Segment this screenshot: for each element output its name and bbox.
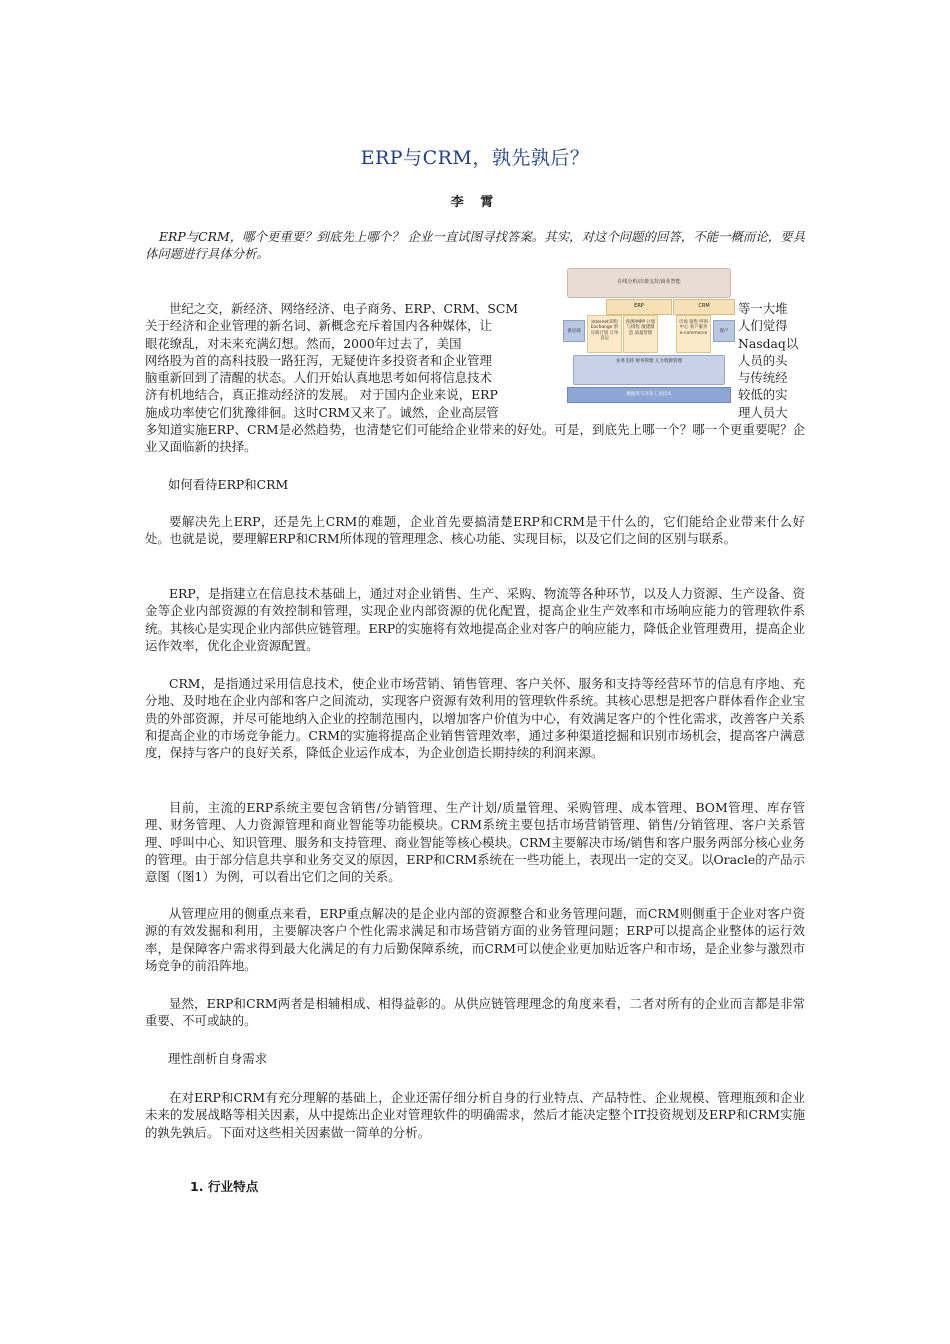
abstract-paragraph: ERP与CRM，哪个更重要？到底先上哪个？ 企业一直试图寻找答案。其实，对这个问题的回答，不能一概而论，要具体问题进行具体分析。 — [145, 229, 805, 262]
diagram-bi-label: 在线分析/决策支持/商业智能 — [617, 279, 681, 285]
diagram-supplier-label: 供应商 — [567, 329, 581, 334]
diagram-module-label: 预测/MPP 计划与排程 敏捷制造 质量管理 — [625, 320, 656, 336]
section-heading-needs: 理性剖析自身需求 — [168, 1051, 268, 1066]
section-heading-erp-crm: 如何看待ERP和CRM — [168, 477, 289, 492]
intro-line: 关于经济和企业管理的新名词、新概念充斥着国内各种媒体，让 — [145, 318, 492, 334]
intro-line: 网络股为首的高科技股一路狂泻，无疑使许多投资者和企业管理 — [145, 352, 492, 368]
intro-line-right: 人们觉得 — [738, 318, 788, 334]
diagram-bi-layer — [567, 268, 731, 298]
intro-line: 世纪之交，新经济、网络经济、电子商务、ERP、CRM、SCM — [169, 301, 519, 316]
document-title: ERP与CRM，孰先孰后？ — [360, 147, 590, 169]
paragraph-analysis: 在对ERP和CRM有充分理解的基础上，企业还需仔细分析自身的行业特点、产品特性、企业规模、管理瓶颈和企业未来的发展战略等相关因素，从中提炼出企业对管理软件的明确需求，然后才能决定整个IT投资规划及ERP和CRM实施的孰先孰后。下面对这些相关因素做一简单的分析。 — [145, 1090, 805, 1140]
diagram-crm-label: CRM — [698, 303, 710, 309]
diagram-module-label: 市场 销售 呼叫中心 客户服务 e-commerce — [678, 320, 709, 336]
diagram-base-label: 数据库与开发工具技术 — [626, 392, 672, 397]
intro-line-right: 与传统经 — [738, 370, 788, 386]
paragraph-understanding: 要解决先上ERP，还是先上CRM的难题，企业首先要搞清楚ERP和CRM是干什么的，它们能给企业带来什么好处。也就是说，要理解ERP和CRM所体现的管理理念、核心功能、实现目标，以及它们之间的区别与联系。 — [145, 514, 805, 547]
diagram-customer-label: 客户 — [719, 329, 729, 334]
intro-paragraph — [145, 300, 805, 456]
paragraph-erp-definition: ERP，是指建立在信息技术基础上，通过对企业销售、生产、采购、物流等各种环节，以及人力资源、生产设备、资金等企业内部资源的有效控制和管理，实现企业内部资源的优化配置，提高企业生产效率和市场响应能力的管理软件系统。其核心是实现企业内部供应链管理。ERP的实施将有效地提高企业对客户的响应能力，降低企业管理费用，提高企业运作效率，优化企业资源配置。 — [145, 586, 805, 653]
intro-line: 脑重新回到了清醒的状态。人们开始认真地思考如何将信息技术 — [145, 370, 492, 386]
paragraph-complementary: 显然，ERP和CRM两者是相辅相成、相得益彰的。从供应链管理理念的角度来看，二者对所有的企业而言都是非常重要、不可或缺的。 — [145, 996, 805, 1029]
paragraph-crm-definition: CRM，是指通过采用信息技术，使企业市场营销、销售管理、客户关怀、服务和支持等经营环节的信息有序地、充分地、及时地在企业内部和客户之间流动，实现客户资源有效利用的管理软件系统。其核心思想是把客户群体看作企业宝贵的外部资源，并尽可能地纳入企业的控制范围内，以增加客户价值为中心，有效满足客户的个性化需求，改善客户关系和提高企业的市场竞争能力。CRM的实施将提高企业销售管理效率，通过多种渠道挖掘和识别市场机会，提高客户满意度，保持与客户的良好关系，降低企业运作成本，为企业创造长期持续的利润来源。 — [145, 676, 805, 761]
intro-line: 施成功率使它们犹豫徘徊。这时CRM又来了。诚然，企业高层管 — [145, 404, 499, 420]
intro-line-right: 等一大堆 — [738, 301, 788, 316]
paragraph-focus: 从管理应用的侧重点来看，ERP重点解决的是企业内部的资源整合和业务管理问题，而CRM则侧重于企业对客户资源的有效发掘和利用，主要解决客户个性化需求满足和市场营销方面的业务管理问题；ERP可以提高企业整体的运行效率，是保障客户需求得到最大化满足的有力后勤保障系统，而CRM可以使企业更加贴近客户和市场，是企业参与激烈市场竞争的前沿阵地。 — [145, 906, 805, 973]
author-name: 李 霄 — [450, 195, 500, 210]
diagram-core-label: 业务支持 财务管理 人力资源管理 — [616, 359, 682, 364]
intro-line-right: 理人员大 — [738, 404, 788, 420]
paragraph-modules: 目前，主流的ERP系统主要包含销售/分销管理、生产计划/质量管理、采购管理、成本管理、BOM管理、库存管理、财务管理、人力资源管理和商业智能等功能模块。CRM系统主要包括市场营销管理、销售/分销管理、客户关系管理、呼叫中心、知识管理、服务和支持管理、商业智能等核心模块。CRM主要解决市场/销售和客户服务两部分核心业务的管理。由于部分信息共享和业务交叉的原因，ERP和CRM系统在一些功能上，表现出一定的交叉。以Oracle的产品示意图（图1）为例，可以看出它们之间的关系。 — [145, 800, 805, 885]
intro-line: 济有机地结合，真正推动经济的发展。 对于国内企业来说，ERP — [145, 387, 498, 403]
intro-line-right: 人员的头 — [738, 352, 788, 368]
intro-line-right: 较低的实 — [738, 387, 788, 403]
intro-tail: 多知道实施ERP、CRM是必然趋势，也清楚它们可能给企业带来的好处。可是，到底先上哪一个？哪一个更重要呢？企业又面临新的抉择。 — [145, 422, 805, 455]
diagram-erp-label: ERP — [634, 303, 644, 309]
subheading-industry: 1. 行业特点 — [190, 1178, 259, 1194]
intro-line: 眼花缭乱，对未来充满幻想。然而，2000年过去了，美国 — [145, 335, 462, 351]
intro-line-right: Nasdaq以 — [738, 335, 799, 351]
diagram-module-label: Internet采购 Exchange 供应商计划 订单直运 — [590, 320, 619, 342]
